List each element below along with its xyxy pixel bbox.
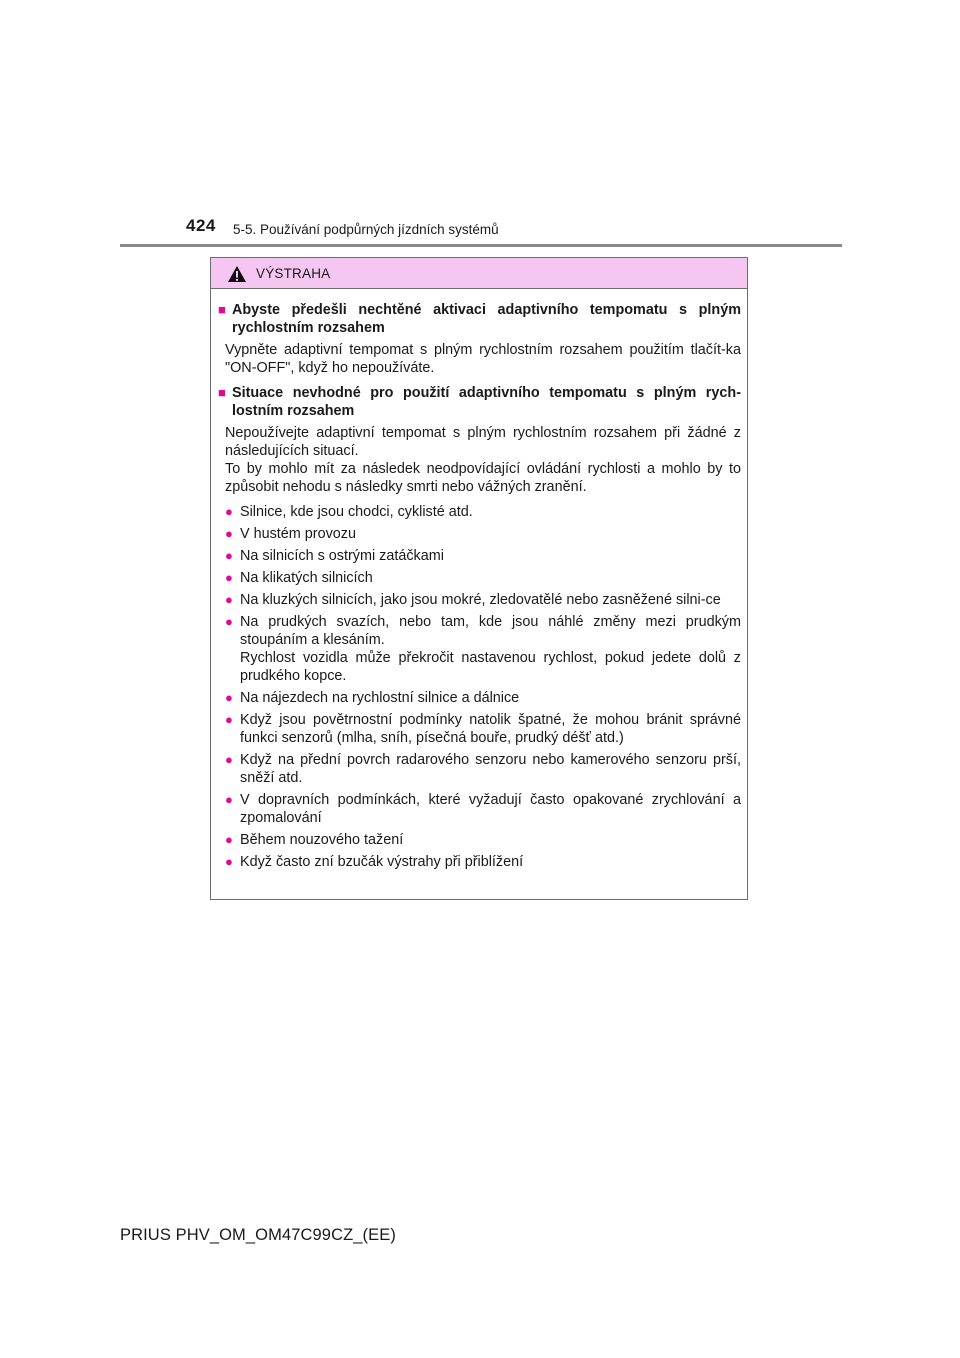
warning-header <box>211 258 747 289</box>
list-item: ● V hustém provozu <box>225 526 356 542</box>
section-title: 5-5. Používání podpůrných jízdních systémů <box>233 222 499 237</box>
warning-box <box>210 257 748 900</box>
list-item: ● V dopravních podmínkách, které vyžadují často opakované zrychlování a zpomalování <box>225 792 741 826</box>
circle-bullet-icon: ● <box>225 504 233 519</box>
list-item: ● Silnice, kde jsou chodci, cyklisté atd. <box>225 504 473 520</box>
header-divider <box>120 244 842 247</box>
list-item: ● Na prudkých svazích, nebo tam, kde jsou náhlé změny mezi prudkým stoupáním a klesáním. Rychlost vozidla může překročit nastavenou rychlost, pokud jedete dolů z prudkého kopce. <box>225 614 741 684</box>
page-number: 424 <box>186 216 216 235</box>
list-item: ● Na nájezdech na rychlostní silnice a dálnice <box>225 690 520 706</box>
list-item: ● Na klikatých silnicích <box>225 570 373 586</box>
section-heading: ■ Abyste předešli nechtěné aktivaci adaptivního tempomatu s plným rychlostním rozsahem <box>218 302 741 336</box>
circle-bullet-icon: ● <box>225 614 233 629</box>
warning-triangle-icon <box>227 265 247 283</box>
square-bullet-icon: ■ <box>218 385 226 400</box>
circle-bullet-icon: ● <box>225 752 233 767</box>
square-bullet-icon: ■ <box>218 302 226 317</box>
paragraph: Nepoužívejte adaptivní tempomat s plným rychlostním rozsahem při žádné z následujících situací. <box>225 425 741 459</box>
paragraph: To by mohlo mít za následek neodpovídající ovládání rychlosti a mohlo by to způsobit nehodu s následky smrti nebo vážných zranění. <box>225 461 741 495</box>
warning-body <box>211 289 747 871</box>
list-item: ● Na kluzkých silnicích, jako jsou mokré, zledovatělé nebo zasněžené silni-ce <box>225 592 721 608</box>
paragraph: Vypněte adaptivní tempomat s plným rychlostním rozsahem použitím tlačít-ka "ON-OFF", když ho nepoužíváte. <box>225 342 741 376</box>
section-heading: ■ Situace nevhodné pro použití adaptivního tempomatu s plným rych-lostním rozsahem <box>218 385 741 419</box>
circle-bullet-icon: ● <box>225 792 233 807</box>
document-code: PRIUS PHV_OM_OM47C99CZ_(EE) <box>120 1226 396 1244</box>
circle-bullet-icon: ● <box>225 548 233 563</box>
list-item: ● Když na přední povrch radarového senzoru nebo kamerového senzoru prší, sněží atd. <box>225 752 741 786</box>
list-item: ● Když jsou povětrnostní podmínky natolik špatné, že mohou bránit správné funkci senzorů (mlha, sníh, písečná bouře, prudký déšť atd.) <box>225 712 741 746</box>
section-description <box>225 424 741 496</box>
circle-bullet-icon: ● <box>225 690 233 705</box>
warning-title: VÝSTRAHA <box>256 265 331 281</box>
circle-bullet-icon: ● <box>225 526 233 541</box>
situation-list <box>218 503 741 871</box>
section-description <box>225 341 741 377</box>
circle-bullet-icon: ● <box>225 832 233 847</box>
circle-bullet-icon: ● <box>225 592 233 607</box>
circle-bullet-icon: ● <box>225 712 233 727</box>
circle-bullet-icon: ● <box>225 570 233 585</box>
list-item: ● Během nouzového tažení <box>225 832 404 848</box>
list-item: ● Na silnicích s ostrými zatáčkami <box>225 548 444 564</box>
list-item: ● Když často zní bzučák výstrahy při přiblížení <box>225 854 524 870</box>
circle-bullet-icon: ● <box>225 854 233 869</box>
